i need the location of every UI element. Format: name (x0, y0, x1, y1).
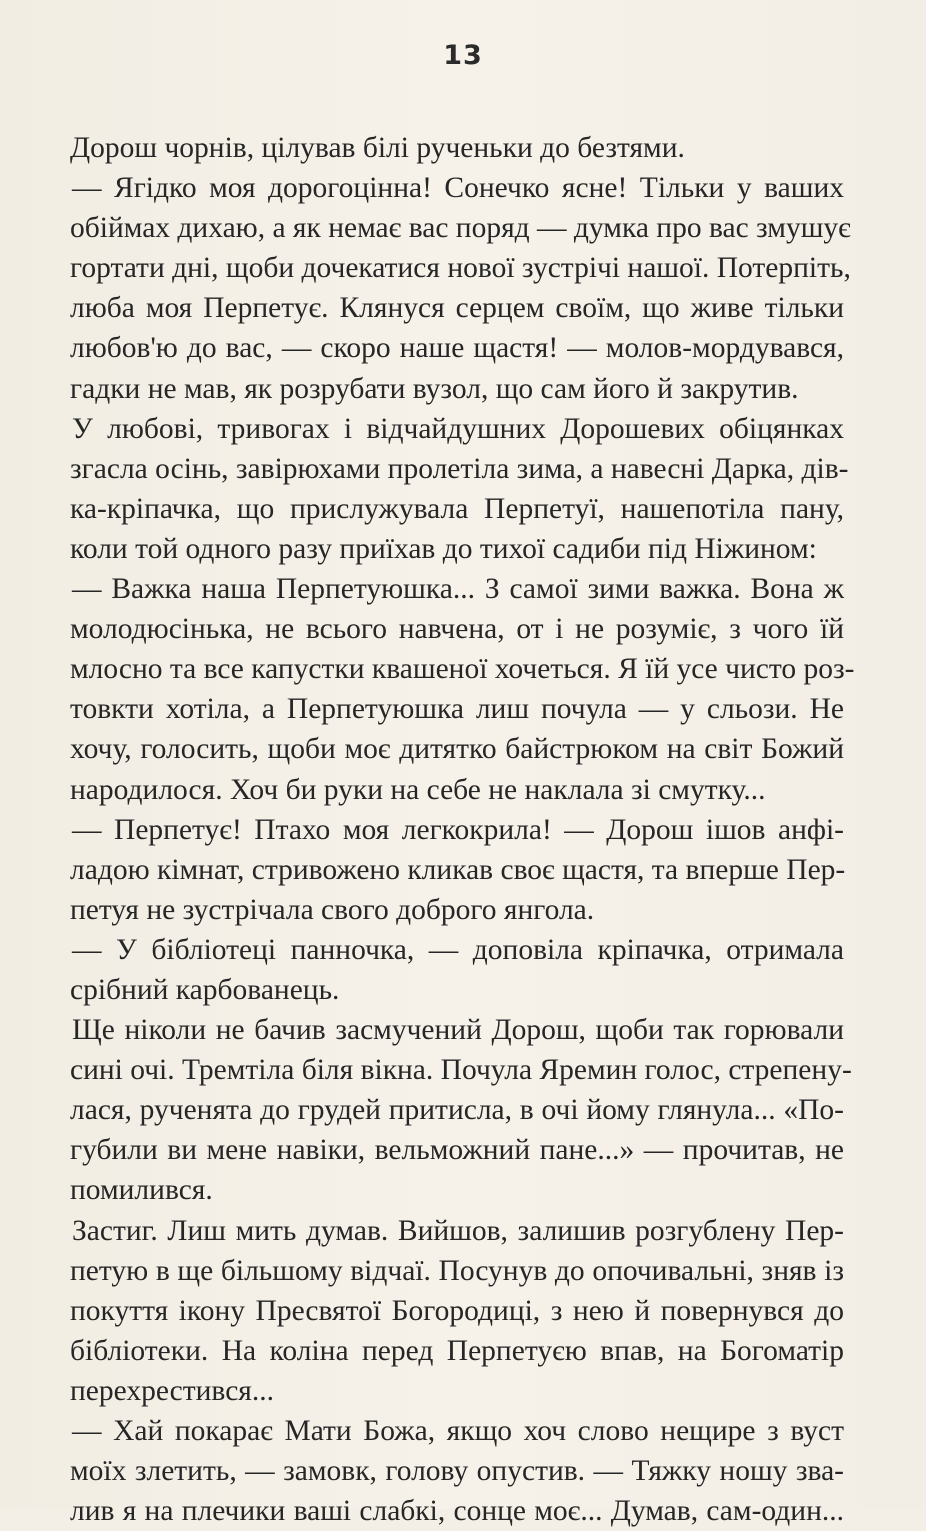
text-line: У любові, тривогах і відчайдушних Дорошевих обіцянках (72, 412, 844, 445)
text-line: — У бібліотеці панночка, — доповіла кріпачка, отримала (72, 933, 844, 966)
text-line: Застиг. Лиш мить думав. Вийшов, залишив розгублену Пер- (72, 1214, 844, 1247)
text-line: млосно та все капустки квашеної хочеться. Я їй усе чисто роз- (70, 653, 855, 686)
text-line: покуття ікону Пресвятої Богородиці, з нею й повернувся до (70, 1294, 844, 1327)
text-line: любов'ю до вас, — скоро наше щастя! — молов-мордувався, (70, 332, 844, 365)
text-line: петуя не зустрічала свого доброго янгола. (70, 893, 595, 926)
text-line: гадки не мав, як розрубати вузол, що сам його й закрутив. (70, 372, 799, 405)
text-line: губили ви мене навіки, вельможний пане...» — прочитав, не (70, 1134, 844, 1167)
text-line: ладою кімнат, стривожено кликав своє щастя, та вперше Пер- (70, 853, 846, 886)
text-line: — Важка наша Перпетуюшка... З самої зими важка. Вона ж (72, 573, 844, 606)
text-line: лив я на плечики ваші слабкі, сонце моє... Думав, сам-один... (70, 1495, 844, 1528)
text-line: хочу, голосить, щоби моє дитятко байстрюком на світ Божий (70, 733, 844, 766)
text-line: — Хай покарає Мати Божа, якщо хоч слово нещире з вуст (72, 1415, 844, 1447)
text-line: срібний карбованець. (70, 973, 340, 1006)
body-text (70, 128, 855, 1531)
text-line: згасла осінь, завірюхами пролетіла зима, а навесні Дарка, дів- (70, 452, 849, 485)
text-line: — Ягідко моя дорогоцінна! Сонечко ясне! Тільки у ваших (72, 172, 844, 205)
page-number: 13 (443, 40, 483, 71)
text-line: лася, рученята до грудей притисла, в очі йому глянула... «По- (70, 1094, 844, 1127)
text-line: молодюсінька, не всього навчена, от і не розуміє, з чого їй (70, 613, 844, 646)
text-line: бібліотеки. На коліна перед Перпетуєю впав, на Богоматір (70, 1334, 844, 1367)
text-line: сині очі. Тремтіла біля вікна. Почула Яремин голос, стрепену- (70, 1054, 852, 1087)
text-line: гортати дні, щоби дочекатися нової зустрічі нашої. Потерпіть, (70, 252, 851, 285)
text-line: моїх злетить, — замовк, голову опустив. — Тяжку ношу зва- (70, 1455, 844, 1488)
text-line: обіймах дихаю, а як немає вас поряд — думка про вас змушує (70, 212, 851, 245)
text-line: перехрестився... (70, 1374, 274, 1407)
text-line: товкти хотіла, а Перпетуюшка лиш почула — у сльози. Не (70, 693, 844, 726)
text-line: народилося. Хоч би руки на себе не наклала зі смутку... (70, 773, 766, 806)
text-line: Дорош чорнів, цілував білі рученьки до безтями. (70, 132, 685, 164)
text-line: Ще ніколи не бачив засмучений Дорош, щоби так горювали (72, 1014, 844, 1047)
text-line: — Перпетує! Птахо моя легкокрила! — Дорош ішов анфі- (72, 813, 844, 846)
text-line: ка-кріпачка, що прислужувала Перпетуї, нашепотіла пану, (70, 492, 844, 525)
text-line: помилився. (70, 1174, 213, 1207)
text-line: люба моя Перпетує. Клянуся серцем своїм, що живе тільки (70, 292, 844, 325)
text-line: коли той одного разу приїхав до тихої садиби під Ніжином: (70, 532, 817, 565)
text-line: петую в ще більшому відчаї. Посунув до опочивальні, зняв із (70, 1254, 844, 1287)
